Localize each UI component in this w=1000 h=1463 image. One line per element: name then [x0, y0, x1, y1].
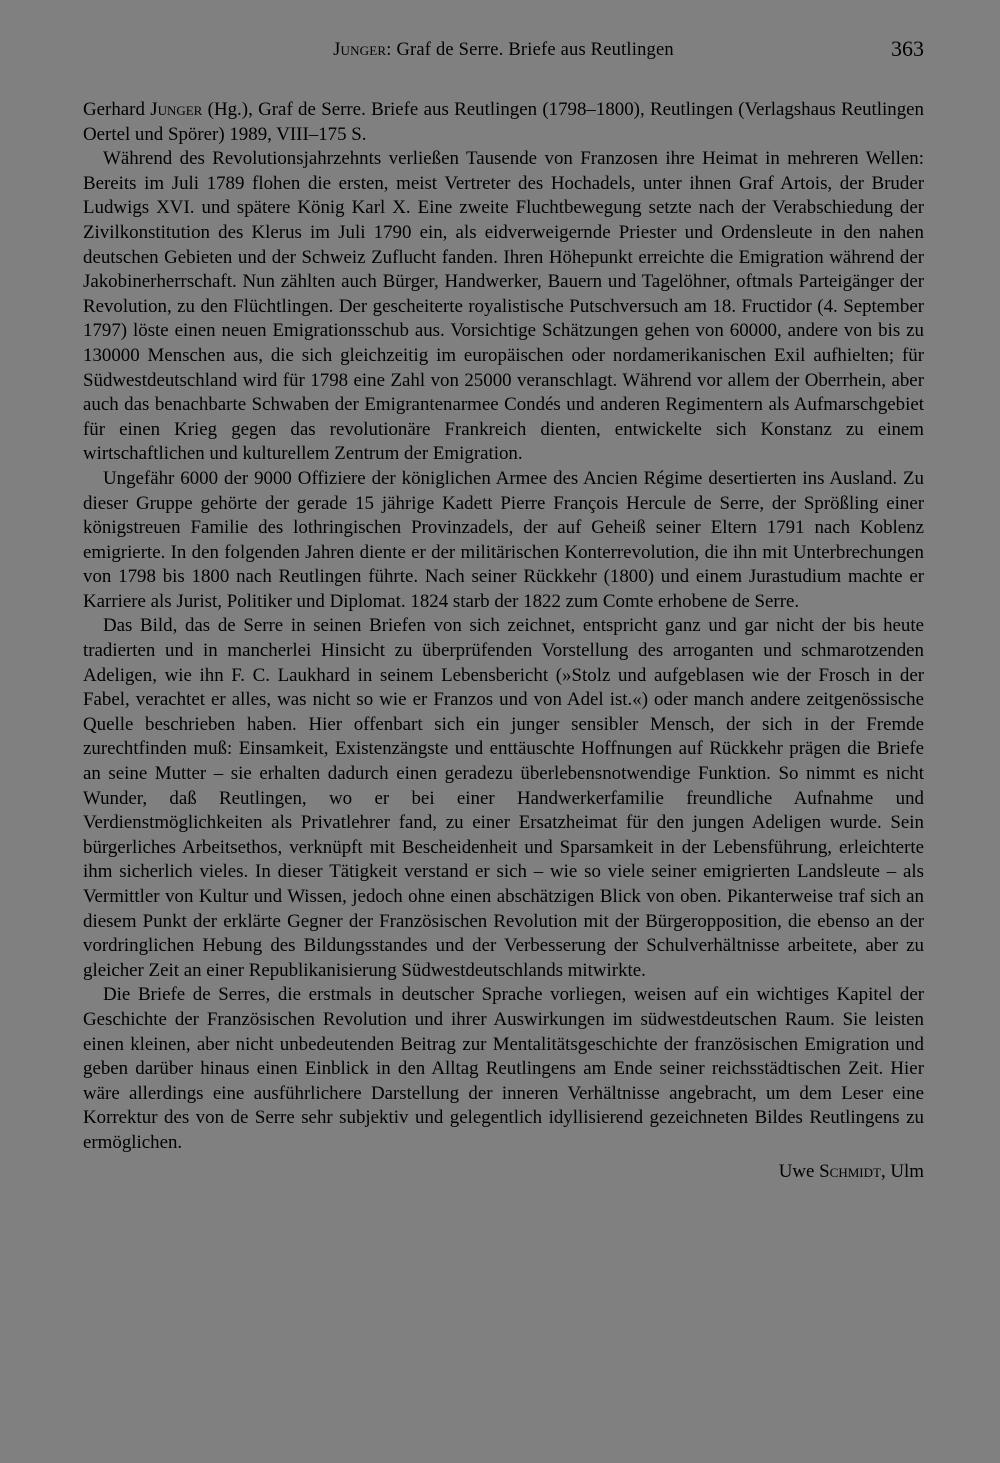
- review-paragraph-4: Die Briefe de Serres, die erstmals in deutscher Sprache vorliegen, weisen auf ein wichtiges Kapitel der Geschichte der Französischen Revolution und ihrer Auswirkungen im südwestdeutschen Raum. Sie leisten einen kleinen, aber nicht unbedeutenden Beitrag zur Mentalitätsgeschichte der französischen Emigration und geben darüber hinaus einen Einblick in den Alltag Reutlingens am Ende seiner reichsstädtischen Zeit. Hier wäre allerdings eine ausführlichere Darstellung der inneren Verhältnisse angebracht, um dem Leser eine Korrektur des von de Serre sehr subjektiv und gelegentlich idyllisierend gezeichneten Bildes Reutlingens zu ermöglichen.: [83, 984, 924, 1153]
- running-head: [83, 36, 924, 76]
- bibliographic-details: (Hg.), Graf de Serre. Briefe aus Reutlingen (1798–1800), Reutlingen (Verlagshaus Reutlingen Oertel und Spörer) 1989, VIII–175 S.: [83, 99, 925, 145]
- editor-last-name: Junger: [150, 99, 203, 120]
- running-title-rest: : Graf de Serre. Briefe aus Reutlingen: [386, 40, 674, 60]
- review-paragraph-3: Das Bild, das de Serre in seinen Briefen von sich zeichnet, entspricht ganz und gar nicht der bis heute tradierten und in mancherlei Hinsicht zu überprüfenden Vorstellung des arroganten und schmarotzenden Adeligen, wie ihn F. C. Laukhard in seinem Lebensbericht (»Stolz und aufgeblasen wie der Frosch in der Fabel, verachtet er alles, was nicht so wie er Franzos und von Adel ist.«) oder manch andere zeitgenössische Quelle beschrieben haben. Hier offenbart sich ein junger sensibler Mensch, der sich in der Fremde zurechtfinden muß: Einsamkeit, Existenzängste und enttäuschte Hoffnungen auf Rückkehr prägen die Briefe an seine Mutter – sie erhalten dadurch einen geradezu überlebensnotwendige Funktion. So nimmt es nicht Wunder, daß Reutlingen, wo er bei einer Handwerkerfamilie freundliche Aufnahme und Verdienstmöglichkeiten als Privatlehrer fand, zu einer Ersatzheimat für den jungen Adeligen wurde. Sein bürgerliches Arbeitsethos, verknüpft mit Bescheidenheit und Sparsamkeit in der Lebensführung, erleichterte ihm sicherlich vieles. In dieser Tätigkeit verstand er sich – wie so viele seiner emigrierten Landsleute – als Vermittler von Kultur und Wissen, jedoch ohne einen abschätzigen Blick von oben. Pikanterweise traf sich an diesem Punkt der erklärte Gegner der Französischen Revolution mit der Bürgeropposition, die ebenso an der vordringlichen Hebung des Bildungsstandes und der Verbesserung der Schulverhältnisse arbeitete, aber zu gleicher Zeit an einer Republikanisierung Südwestdeutschlands mitwirkte.: [83, 615, 924, 981]
- book-page: [83, 36, 924, 1184]
- page-number: 363: [891, 36, 924, 61]
- review-bibliographic-heading: [83, 98, 924, 147]
- review-paragraph-1: Während des Revolutionsjahrzehnts verließen Tausende von Franzosen ihre Heimat in mehreren Wellen: Bereits im Juli 1789 flohen die ersten, meist Vertreter des Hochadels, unter ihnen Graf Artois, der Bruder Ludwigs XVI. und spätere König Karl X. Eine zweite Fluchtbewegung setzte nach der Verabschiedung der Zivilkonstitution des Klerus im Juli 1790 ein, als eidverweigernde Priester und Ordensleute in den nahen deutschen Gebieten und der Schweiz Zuflucht fanden. Ihren Höhepunkt erreichte die Emigration während der Jakobinerherrschaft. Nun zählten auch Bürger, Handwerker, Bauern und Tagelöhner, oftmals Parteigänger der Revolution, zu den Flüchtlingen. Der gescheiterte royalistische Putschversuch am 18. Fructidor (4. September 1797) löste einen neuen Emigrationsschub aus. Vorsichtige Schätzungen gehen von 60000, andere von bis zu 130000 Menschen aus, die sich gleichzeitig im europäischen oder nordamerikanischen Exil aufhielten; für Südwestdeutschland wird für 1798 eine Zahl von 25000 veranschlagt. Während vor allem der Oberrhein, aber auch das benachbarte Schwaben der Emigrantenarmee Condés und anderen Regimentern als Aufmarschgebiet für einen Krieg gegen das revolutionäre Frankreich dienten, entwickelte sich Konstanz zu einem wirtschaftlichen und kulturellem Zentrum der Emigration.: [83, 148, 924, 465]
- review-body: [83, 98, 924, 1156]
- reviewer-last-name: Schmidt: [819, 1160, 881, 1182]
- reviewer-place: , Ulm: [880, 1160, 924, 1182]
- running-title-author: Junger: [333, 40, 387, 60]
- reviewer-first-name: Uwe: [778, 1160, 820, 1182]
- review-paragraph-2: Ungefähr 6000 der 9000 Offiziere der königlichen Armee des Ancien Régime desertierten ins Ausland. Zu dieser Gruppe gehörte der gerade 15 jährige Kadett Pierre François Hercule de Serre, der Sprößling einer königstreuen Familie des lothringischen Provinzadels, der auf Geheiß seiner Eltern 1791 nach Koblenz emigrierte. In den folgenden Jahren diente er der militärischen Konterrevolution, die ihn mit Unterbrechungen von 1798 bis 1800 nach Reutlingen führte. Nach seiner Rückkehr (1800) und einem Jurastudium machte er Karriere als Jurist, Politiker und Diplomat. 1824 starb der 1822 zum Comte erhobene de Serre.: [83, 467, 924, 612]
- editor-first-name: Gerhard: [83, 99, 151, 120]
- reviewer-signature: [83, 1160, 924, 1185]
- running-title: [83, 40, 924, 61]
